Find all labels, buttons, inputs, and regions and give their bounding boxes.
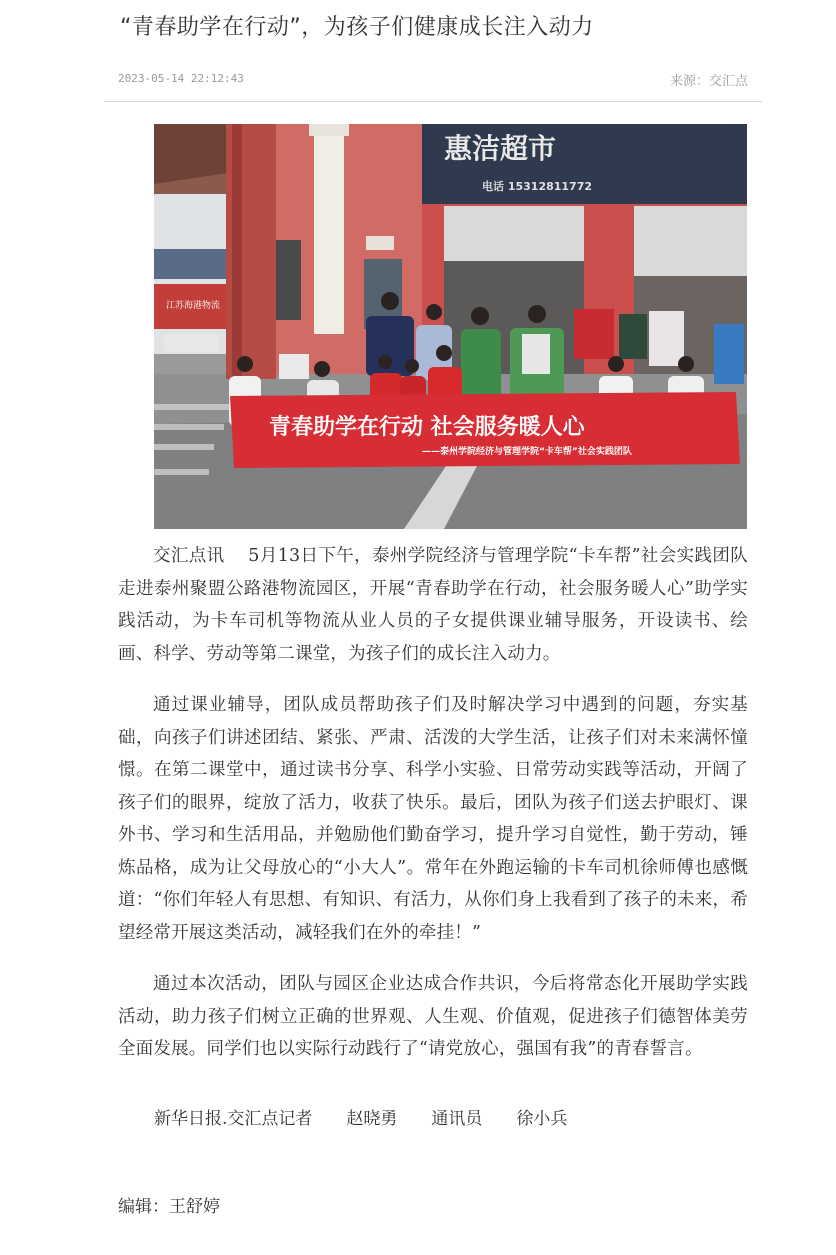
photo-banner-main: 青春助学在行动 社会服务暖人心 [269,415,585,440]
photo-banner-sub: ——泰州学院经济与管理学院“卡车帮”社会实践团队 [422,447,632,457]
photo-left-sign: 江苏海港物流 [166,301,221,311]
paragraph: 交汇点讯 5月13日下午，泰州学院经济与管理学院“卡车帮”社会实践团队走进泰州聚盟公路港物流园区，开展“青春助学在行动，社会服务暖人心”助学实践活动，为卡车司机等物流从业人员的子女提供课业辅导服务，开设读书、绘画、科学、劳动等第二课堂，为孩子们的成长注入动力。 [118,546,748,664]
article-meta [118,70,748,90]
header-divider [104,101,762,102]
photo-store-phone: 电话 15312811772 [482,180,593,193]
paragraph: 通过本次活动，团队与园区企业达成合作共识，今后将常态化开展助学实践活动，助力孩子们树立正确的世界观、人生观、价值观，促进孩子们德智体美劳全面发展。同学们也以实际行动践行了“请党放心，强国有我”的青春誓言。 [118,974,748,1059]
article-photo [154,124,747,529]
article-byline: 新华日报.交汇点记者 赵晓勇 通讯员 徐小兵 [154,1109,568,1129]
publish-datetime: 2023-05-14 22:12:43 [118,72,244,85]
article-editor: 编辑：王舒婷 [118,1197,220,1217]
photo-store-sign: 惠洁超市 [444,132,557,165]
article-title: “青春助学在行动”，为孩子们健康成长注入动力 [120,15,594,40]
paragraph: 通过课业辅导，团队成员帮助孩子们及时解决学习中遇到的问题，夯实基础，向孩子们讲述团结、紧张、严肃、活泼的大学生活，让孩子们对未来满怀憧憬。在第二课堂中，通过读书分享、科学小实验、日常劳动实践等活动，开阔了孩子们的眼界，绽放了活力，收获了快乐。最后，团队为孩子们送去护眼灯、课外书、学习和生活用品，并勉励他们勤奋学习，提升学习自觉性，勤于劳动，锤炼品格，成为让父母放心的“小大人”。常年在外跑运输的卡车司机徐师傅也感慨道：“你们年轻人有思想、有知识、有活力，从你们身上我看到了孩子的未来，希望经常开展这类活动，减轻我们在外的牵挂！” [118,695,748,943]
article-body [118,540,748,1085]
article-source: 来源：交汇点 [669,74,748,89]
